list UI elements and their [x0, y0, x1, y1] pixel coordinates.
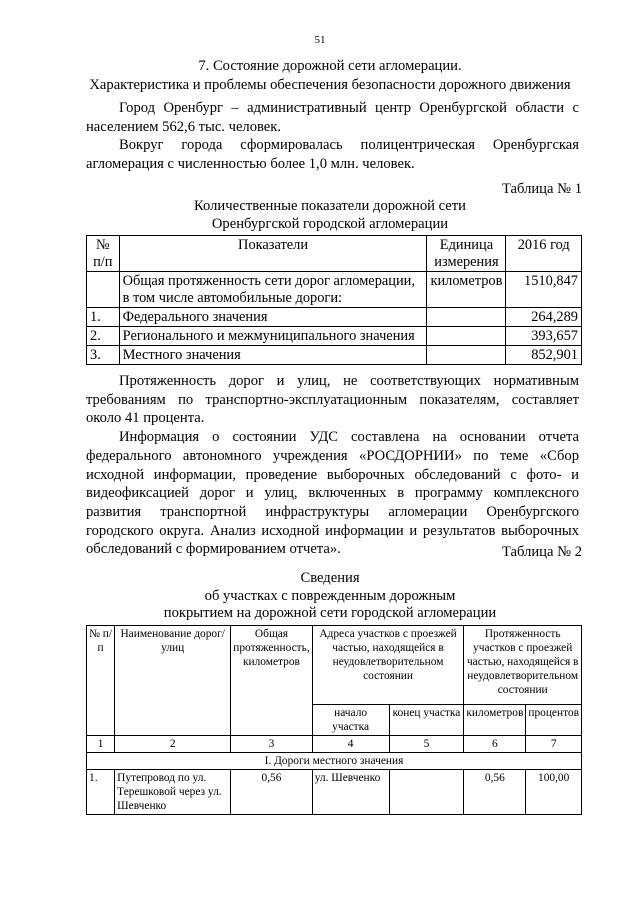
cell: 6 — [464, 736, 526, 753]
table-row — [87, 272, 582, 308]
cell: 2 — [115, 736, 231, 753]
header-cell: Наименование дорог/улиц — [115, 626, 231, 736]
header-cell: процентов — [526, 705, 582, 736]
cell: Регионального и межмуниципального значения — [119, 327, 427, 346]
section-subtitle: Характеристика и проблемы обеспечения безопасности дорожного движения — [89, 77, 571, 93]
cell: 393,657 — [506, 327, 582, 346]
table1-caption: Количественные показатели дорожной сети — [194, 198, 466, 214]
cell — [427, 327, 506, 346]
header-cell: 2016 год — [506, 236, 582, 272]
table1-label: Таблица № 1 — [502, 181, 582, 197]
header-cell: начало участка — [312, 705, 389, 736]
header-cell: Показатели — [119, 236, 427, 272]
page-number: 51 — [314, 34, 326, 46]
table2-label: Таблица № 2 — [502, 544, 582, 560]
table2-caption: покрытием на дорожной сети городской агломерации — [163, 605, 497, 621]
cell — [389, 770, 464, 815]
header-cell: Адреса участков с проезжей частью, находящейся в неудовлетворительном состоянии — [312, 626, 464, 705]
cell: Местного значения — [119, 346, 427, 365]
table2-caption: Сведения — [300, 570, 360, 586]
cell: ул. Шевченко — [312, 770, 389, 815]
cell: 0,56 — [231, 770, 312, 815]
cell: 2. — [87, 327, 120, 346]
table-header-row — [87, 236, 582, 272]
cell: 7 — [526, 736, 582, 753]
cell: 5 — [389, 736, 464, 753]
cell: 1510,847 — [506, 272, 582, 308]
cell: километров — [427, 272, 506, 308]
header-cell: Общая протяженность, километров — [231, 626, 312, 736]
paragraph: Протяженность дорог и улиц, не соответствующих нормативным требованиям по транспортно-эксплуатационным показателям, составляет около 41 процента. — [86, 373, 579, 427]
section-title: 7. Состояние дорожной сети агломерации. — [198, 58, 462, 74]
cell: 264,289 — [506, 308, 582, 327]
column-number-row — [87, 736, 582, 753]
cell: 3. — [87, 346, 120, 365]
table1-caption: Оренбургской городской агломерации — [211, 216, 449, 232]
cell: 4 — [312, 736, 389, 753]
cell: 1 — [87, 736, 115, 753]
table2-caption: об участках с поврежденным дорожным — [204, 588, 456, 604]
header-cell: километров — [464, 705, 526, 736]
table-row — [87, 770, 582, 815]
header-cell: Единица измерения — [427, 236, 506, 272]
cell: 1. — [87, 308, 120, 327]
cell: 852,901 — [506, 346, 582, 365]
header-cell: Протяженность участков с проезжей частью, находящейся в неудовлетворительном состоянии — [464, 626, 582, 705]
intro-text — [86, 99, 579, 174]
table-row — [87, 346, 582, 365]
cell — [427, 308, 506, 327]
table1 — [86, 235, 582, 365]
table-header-row — [87, 626, 582, 705]
cell — [427, 346, 506, 365]
cell: 100,00 — [526, 770, 582, 815]
paragraph: Информация о состоянии УДС составлена на основании отчета федерального автономного учреждения «РОСДОРНИИ» по теме «Сбор исходной информации, проведение выборочных обследований с фото- и видеофиксацией дорог и улиц, включенных в программу комплексного развития транспортной инфраструктуры агломерации Оренбургского городского округа. Анализ исходной информации и результатов выборочных обследований с формированием отчета». — [86, 429, 579, 558]
cell: 3 — [231, 736, 312, 753]
table-row — [87, 308, 582, 327]
table-row — [87, 327, 582, 346]
header-cell: № п/п — [87, 236, 120, 272]
cell: Федерального значения — [119, 308, 427, 327]
paragraph: Город Оренбург – административный центр Оренбургской области с населением 562,6 тыс. человек. — [86, 100, 579, 135]
cell: Путепровод по ул. Терешковой через ул. Шевченко — [115, 770, 231, 815]
cell: 0,56 — [464, 770, 526, 815]
cell: Общая протяженность сети дорог агломерации, в том числе автомобильные дороги: — [119, 272, 427, 308]
group-row — [87, 753, 582, 770]
header-cell: конец участка — [389, 705, 464, 736]
paragraph: Вокруг города сформировалась полицентрическая Оренбургская агломерация с численностью более 1,0 млн. человек. — [86, 137, 579, 173]
header-cell: № п/п — [87, 626, 115, 736]
table2 — [86, 625, 582, 815]
cell: 1. — [87, 770, 115, 815]
group-title: I. Дороги местного значения — [87, 753, 582, 770]
body-text — [86, 372, 579, 559]
cell — [87, 272, 120, 308]
